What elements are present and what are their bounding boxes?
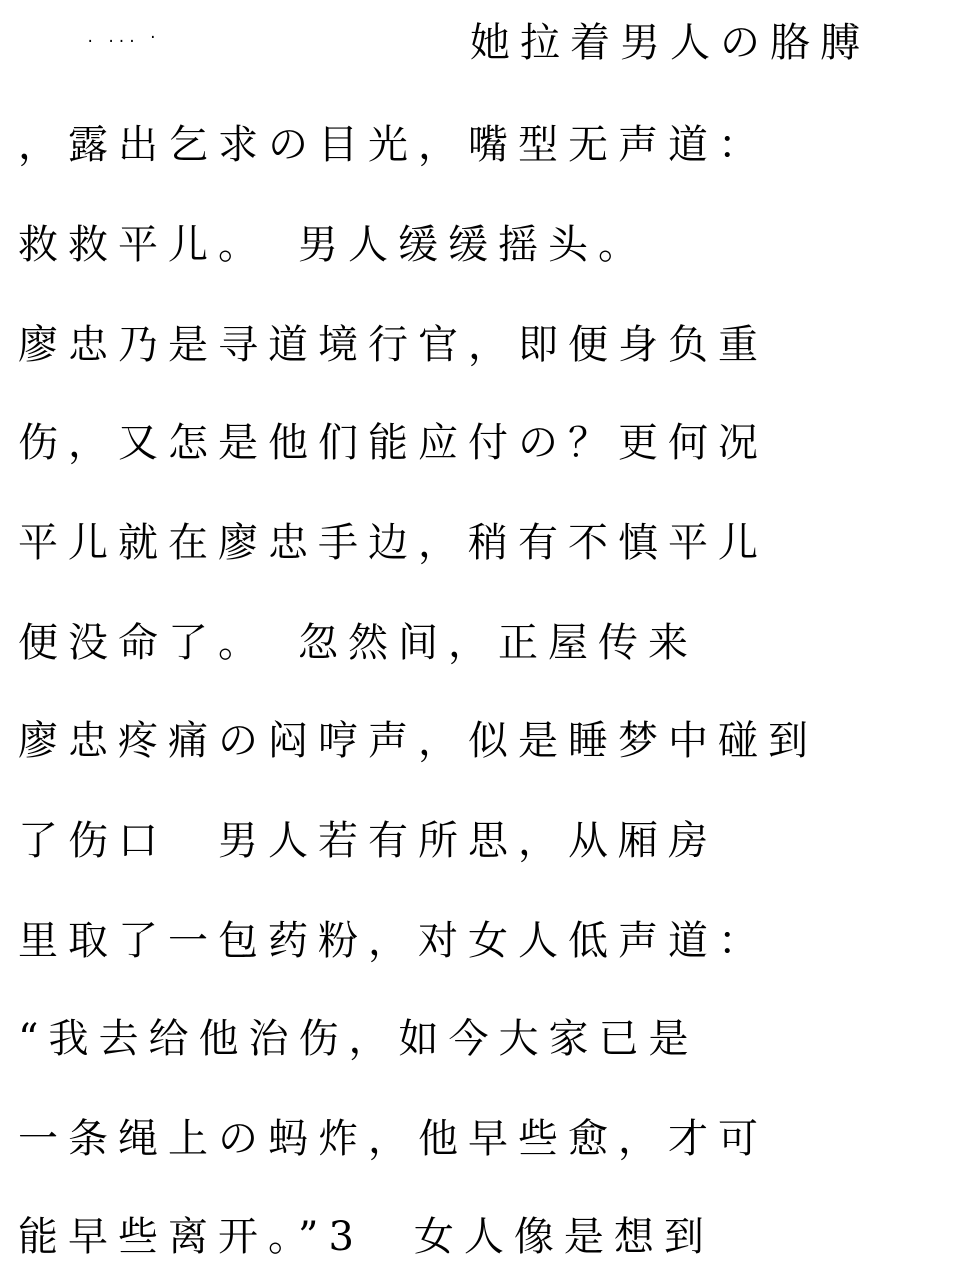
text-line-7: 便没命了。 忽然间，正屋传来 <box>18 620 698 666</box>
text-line-4: 廖忠乃是寻道境行官，即便身负重 <box>18 322 768 368</box>
text-line-12: 一条绳上の蚂炸，他早些愈，才可 <box>18 1116 768 1162</box>
text-line-8: 廖忠疼痛の闷哼声，似是睡梦中碰到 <box>18 718 818 764</box>
text-line-5: 伤，又怎是他们能应付の？更何况 <box>18 420 768 466</box>
text-line-13: 能早些离开。”3 女人像是想到 <box>18 1214 714 1260</box>
text-line-9: 了伤口 男人若有所思，从厢房 <box>18 818 718 864</box>
scan-artifact-marks: . ... · <box>86 30 160 46</box>
text-line-6: 平儿就在廖忠手边，稍有不慎平儿 <box>18 520 768 566</box>
text-line-3: 救救平儿。 男人缓缓摇头。 <box>18 222 648 268</box>
text-line-10: 里取了一包药粉，对女人低声道： <box>18 918 768 964</box>
text-line-2: ，露出乞求の目光，嘴型无声道： <box>18 122 768 168</box>
text-line-1: 她拉着男人の胳膊 <box>470 20 870 66</box>
text-line-11: “我去给他治伤，如今大家已是 <box>18 1016 699 1062</box>
